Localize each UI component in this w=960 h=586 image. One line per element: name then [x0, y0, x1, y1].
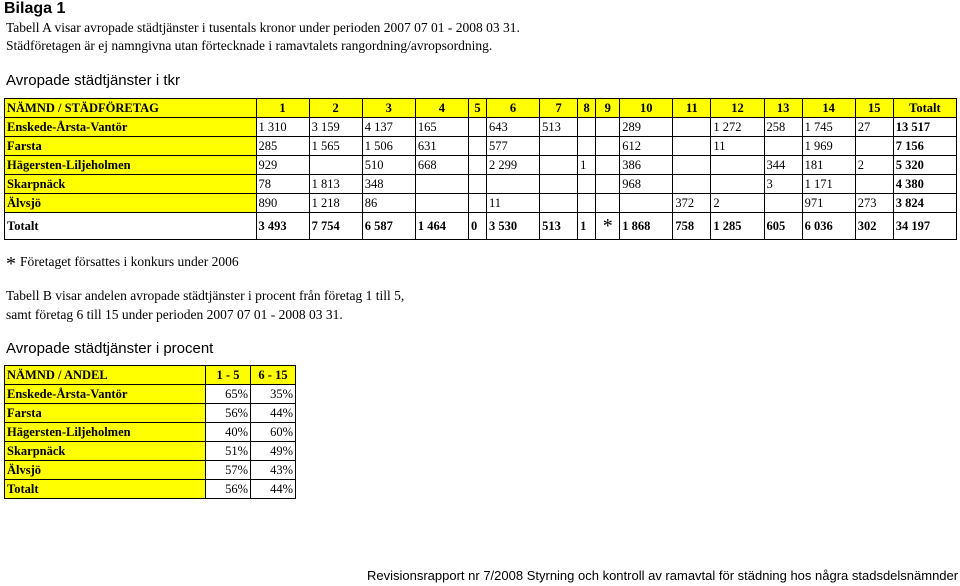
total-cell: 1 464 [415, 213, 468, 240]
table-cell: 1 171 [802, 175, 855, 194]
table-cell: 4 137 [362, 118, 415, 137]
table-cell: 612 [620, 137, 673, 156]
column-header: 11 [673, 99, 711, 118]
column-header: 7 [540, 99, 578, 118]
table-cell: 4 380 [893, 175, 956, 194]
table-cell: 7 156 [893, 137, 956, 156]
table-cell [711, 156, 764, 175]
total-cell: 758 [673, 213, 711, 240]
row-label: Skarpnäck [5, 175, 257, 194]
table-cell: 86 [362, 194, 415, 213]
table-cell: 56% [206, 480, 251, 499]
report-footer: Revisionsrapport nr 7/2008 Styrning och kontroll av ramavtal för städning hos några stadsdelsnämnder [367, 568, 959, 583]
table-cell: 929 [256, 156, 309, 175]
total-cell: 1 285 [711, 213, 764, 240]
footnote-marker: * [6, 253, 16, 275]
table-cell [486, 175, 539, 194]
total-cell: 34 197 [893, 213, 956, 240]
column-header: NÄMND / STÄDFÖRETAG [5, 99, 257, 118]
table-cell: 890 [256, 194, 309, 213]
row-label: Hägersten-Liljeholmen [5, 423, 206, 442]
total-cell: * [596, 213, 620, 240]
footnote [6, 253, 239, 276]
table-cell: 3 [764, 175, 802, 194]
table-row [5, 156, 957, 175]
table-cell: 1 [578, 156, 596, 175]
table-cell: 5 320 [893, 156, 956, 175]
table-cell: 643 [486, 118, 539, 137]
table-b-title: Avropade städtjänster i procent [6, 340, 214, 357]
table-cell: 3 824 [893, 194, 956, 213]
table-cell: 35% [251, 385, 296, 404]
table-cell [540, 137, 578, 156]
table-b-header-row [5, 366, 296, 385]
table-cell [468, 194, 486, 213]
table-cell: 2 [855, 156, 893, 175]
table-b-intro-line-2: samt företag 6 till 15 under perioden 2007 07 01 - 2008 03 31. [6, 307, 343, 322]
row-label: Farsta [5, 137, 257, 156]
table-cell: 78 [256, 175, 309, 194]
table-cell: 11 [711, 137, 764, 156]
table-cell [673, 156, 711, 175]
table-cell: 273 [855, 194, 893, 213]
table-row [5, 423, 296, 442]
row-label: Enskede-Årsta-Vantör [5, 385, 206, 404]
table-row [5, 461, 296, 480]
table-cell: 258 [764, 118, 802, 137]
table-cell [415, 194, 468, 213]
table-row [5, 442, 296, 461]
total-cell: 605 [764, 213, 802, 240]
column-header: 13 [764, 99, 802, 118]
table-cell: 577 [486, 137, 539, 156]
column-header: 10 [620, 99, 673, 118]
row-label: Skarpnäck [5, 442, 206, 461]
column-header: NÄMND / ANDEL [5, 366, 206, 385]
table-row [5, 385, 296, 404]
table-cell: 57% [206, 461, 251, 480]
row-label: Hägersten-Liljeholmen [5, 156, 257, 175]
table-cell [855, 137, 893, 156]
table-cell [596, 175, 620, 194]
table-cell: 49% [251, 442, 296, 461]
table-cell: 1 813 [309, 175, 362, 194]
table-cell: 11 [486, 194, 539, 213]
table-cell [309, 156, 362, 175]
table-cell: 1 565 [309, 137, 362, 156]
table-cell: 44% [251, 404, 296, 423]
table-cell: 1 218 [309, 194, 362, 213]
table-cell [711, 175, 764, 194]
table-cell: 344 [764, 156, 802, 175]
table-a-intro-line-1: Tabell A visar avropade städtjänster i tusentals kronor under perioden 2007 07 01 - 2008 03 31. [6, 20, 520, 35]
row-label: Älvsjö [5, 194, 257, 213]
table-cell: 2 [711, 194, 764, 213]
table-cell [673, 118, 711, 137]
table-cell [468, 156, 486, 175]
table-cell [596, 156, 620, 175]
table-cell: 348 [362, 175, 415, 194]
table-cell: 65% [206, 385, 251, 404]
table-b [4, 365, 296, 499]
column-header: 4 [415, 99, 468, 118]
table-cell [468, 137, 486, 156]
table-cell: 1 506 [362, 137, 415, 156]
table-cell: 56% [206, 404, 251, 423]
table-cell [540, 175, 578, 194]
column-header: 15 [855, 99, 893, 118]
table-cell: 40% [206, 423, 251, 442]
table-row [5, 118, 957, 137]
table-cell [468, 175, 486, 194]
table-cell: 386 [620, 156, 673, 175]
table-cell [468, 118, 486, 137]
column-header: 6 - 15 [251, 366, 296, 385]
row-label: Farsta [5, 404, 206, 423]
table-cell [673, 175, 711, 194]
total-row [5, 213, 957, 240]
table-cell [540, 194, 578, 213]
column-header: 1 [256, 99, 309, 118]
table-cell [540, 156, 578, 175]
table-cell [764, 194, 802, 213]
table-a-intro-line-2: Städföretagen är ej namngivna utan förtecknade i ramavtalets rangordning/avropsordning. [6, 38, 493, 53]
total-cell: 6 036 [802, 213, 855, 240]
table-cell: 51% [206, 442, 251, 461]
table-a-title: Avropade städtjänster i tkr [6, 72, 180, 89]
table-cell: 285 [256, 137, 309, 156]
table-cell: 1 310 [256, 118, 309, 137]
table-cell [415, 175, 468, 194]
total-cell: 1 [578, 213, 596, 240]
table-cell: 27 [855, 118, 893, 137]
table-cell: 971 [802, 194, 855, 213]
table-a-header-row [5, 99, 957, 118]
table-b-intro-line-1: Tabell B visar andelen avropade städtjänster i procent från företag 1 till 5, [6, 288, 405, 303]
total-cell: 302 [855, 213, 893, 240]
table-cell: 631 [415, 137, 468, 156]
table-row [5, 404, 296, 423]
table-cell: 13 517 [893, 118, 956, 137]
row-label: Totalt [5, 213, 257, 240]
table-a [4, 98, 957, 240]
row-label: Enskede-Årsta-Vantör [5, 118, 257, 137]
table-cell [764, 137, 802, 156]
column-header: 1 - 5 [206, 366, 251, 385]
table-cell [596, 137, 620, 156]
table-row [5, 480, 296, 499]
table-cell: 668 [415, 156, 468, 175]
total-cell: 3 493 [256, 213, 309, 240]
table-cell [578, 194, 596, 213]
table-cell: 2 299 [486, 156, 539, 175]
table-cell: 510 [362, 156, 415, 175]
total-cell: 7 754 [309, 213, 362, 240]
total-cell: 513 [540, 213, 578, 240]
table-cell: 968 [620, 175, 673, 194]
table-cell: 1 969 [802, 137, 855, 156]
column-header: 12 [711, 99, 764, 118]
table-cell [855, 175, 893, 194]
table-cell: 43% [251, 461, 296, 480]
column-header: 3 [362, 99, 415, 118]
table-cell [578, 137, 596, 156]
table-cell [673, 137, 711, 156]
table-cell: 289 [620, 118, 673, 137]
table-cell [578, 175, 596, 194]
row-label: Älvsjö [5, 461, 206, 480]
table-cell [578, 118, 596, 137]
column-header: 9 [596, 99, 620, 118]
column-header: Totalt [893, 99, 956, 118]
table-cell: 1 745 [802, 118, 855, 137]
table-cell [596, 194, 620, 213]
appendix-title: Bilaga 1 [4, 0, 66, 17]
footnote-text: Företaget försattes i konkurs under 2006 [20, 254, 239, 269]
column-header: 6 [486, 99, 539, 118]
row-label: Totalt [5, 480, 206, 499]
total-cell: 0 [468, 213, 486, 240]
table-cell [620, 194, 673, 213]
total-cell: 3 530 [486, 213, 539, 240]
table-cell: 1 272 [711, 118, 764, 137]
column-header: 2 [309, 99, 362, 118]
column-header: 14 [802, 99, 855, 118]
table-cell: 165 [415, 118, 468, 137]
table-row [5, 194, 957, 213]
table-cell [596, 118, 620, 137]
table-cell: 513 [540, 118, 578, 137]
total-cell: 6 587 [362, 213, 415, 240]
column-header: 8 [578, 99, 596, 118]
table-cell: 181 [802, 156, 855, 175]
total-cell: 1 868 [620, 213, 673, 240]
table-row [5, 137, 957, 156]
table-cell: 372 [673, 194, 711, 213]
column-header: 5 [468, 99, 486, 118]
table-row [5, 175, 957, 194]
table-cell: 3 159 [309, 118, 362, 137]
table-cell: 60% [251, 423, 296, 442]
table-cell: 44% [251, 480, 296, 499]
